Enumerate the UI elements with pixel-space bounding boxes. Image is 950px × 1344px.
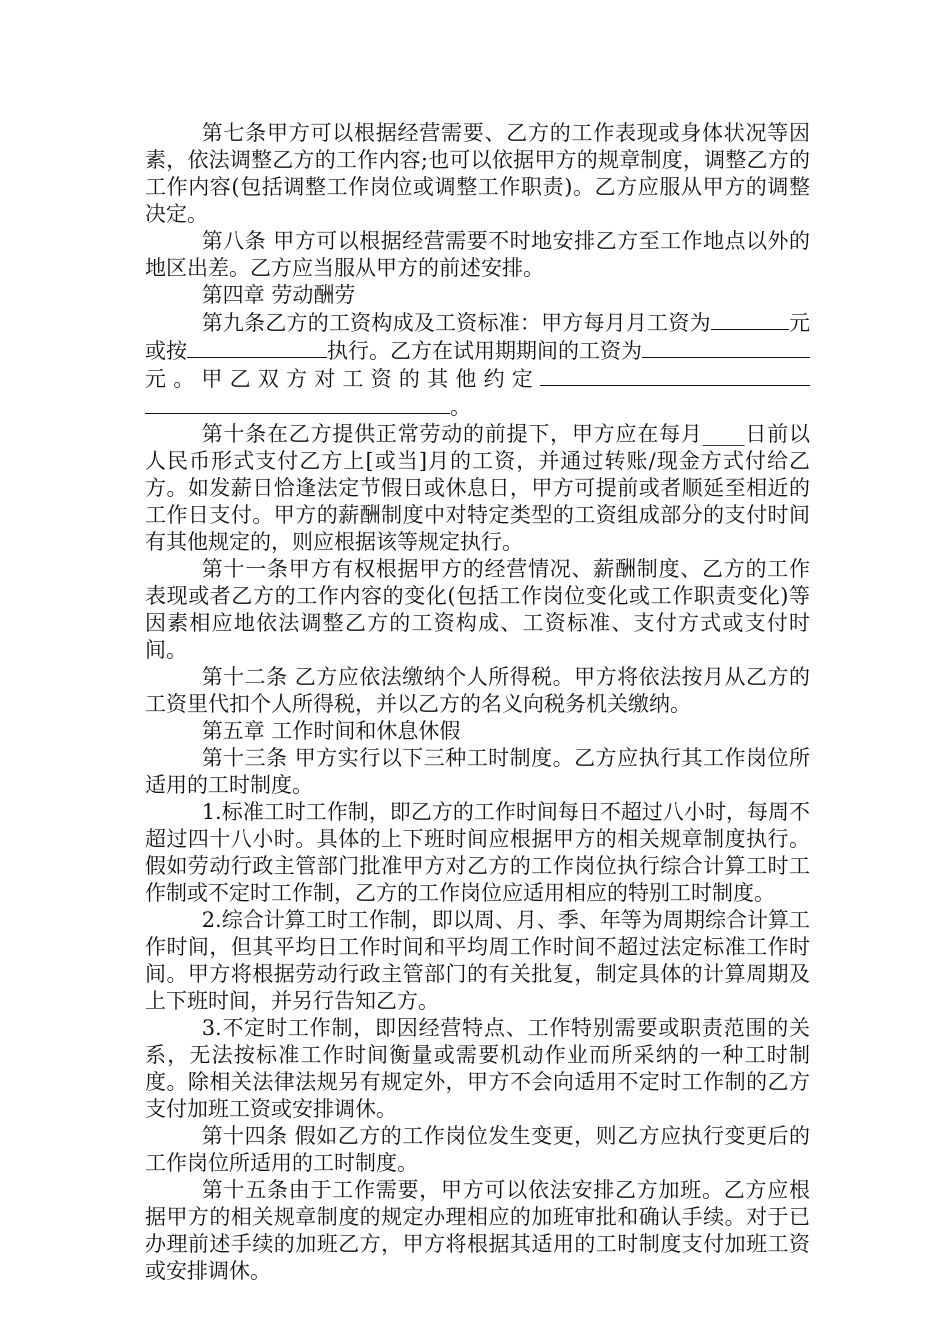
clause-13-item-1: 1.标准工时工作制，即乙方的工作时间每日不超过八小时，每周不超过四十八小时。具体的上下班时间应根据甲方的相关规章制度执行。假如劳动行政主管部门批准甲方对乙方的工作岗位执行综合计算工时工作制或不定时工作制，乙方的工作岗位应适用相应的特别工时制度。 xyxy=(145,800,810,905)
clause-13-item-3: 3.不定时工作制，即因经营特点、工作特别需要或职责范围的关系，无法按标准工作时间衡量或需要机动作业而所采纳的一种工时制度。除相关法律法规另有规定外，甲方不会向适用不定时工作制的乙方支付加班工资或安排调休。 xyxy=(145,1016,810,1121)
monthly-wage-blank-cont xyxy=(767,309,789,330)
clause-11: 第十一条甲方有权根据甲方的经营情况、薪酬制度、乙方的工作表现或者乙方的工作内容的变化(包括工作岗位变化或工作职责变化)等因素相应地依法调整乙方的工资构成、工资标准、支付方式或支付时间。 xyxy=(145,557,810,662)
clause-8: 第八条 甲方可以根据经营需要不时地安排乙方至工作地点以外的地区出差。乙方应当服从甲方的前述安排。 xyxy=(145,229,810,280)
clause-7: 第七条甲方可以根据经营需要、乙方的工作表现或身体状况等因素，依法调整乙方的工作内容;也可以依据甲方的规章制度，调整乙方的工作内容(包括调整工作岗位或调整工作职责)。乙方应服从甲方的调整决定。 xyxy=(145,121,810,226)
monthly-wage-blank xyxy=(711,309,767,330)
clause-9-text-3: 执行。乙方在试用期期间的工资为 xyxy=(327,339,642,363)
chapter-5-heading: 第五章 工作时间和休息休假 xyxy=(201,719,461,743)
probation-wage-blank-cont xyxy=(732,337,810,358)
other-wage-terms-blank xyxy=(540,365,810,386)
clause-9-text-1: 第九条乙方的工资构成及工资标准：甲方每月月工资为 xyxy=(201,311,711,335)
other-wage-terms-blank-cont xyxy=(145,393,450,414)
probation-wage-blank xyxy=(642,337,732,358)
clause-13-item-2: 2.综合计算工时工作制，即以周、月、季、年等为周期综合计算工作时间，但其平均日工作时间和平均周工作时间不超过法定标准工作时间。甲方将根据劳动行政主管部门的有关批复，制定具体的计算周期及上下班时间，并另行告知乙方。 xyxy=(145,908,810,1013)
clause-9-text-2: 元或按 xyxy=(145,311,811,363)
clause-14: 第十四条 假如乙方的工作岗位发生变更，则乙方应执行变更后的工作岗位所适用的工时制度。 xyxy=(145,1124,810,1175)
clause-10: 第十条在乙方提供正常劳动的前提下，甲方应在每月____日前以人民币形式支付乙方上[或当]月的工资，并通过转账/现金方式付给乙方。如发薪日恰逢法定节假日或休息日，甲方可提前或者顺延至相近的工作日支付。甲方的薪酬制度中对特定类型的工资组成部分的支付时间有其他规定的，则应根据该等规定执行。 xyxy=(145,422,810,554)
clause-12: 第十二条 乙方应依法缴纳个人所得税。甲方将依法按月从乙方的工资里代扣个人所得税，并以乙方的名义向税务机关缴纳。 xyxy=(145,665,810,716)
clause-9-text-5: 。 xyxy=(450,395,471,419)
document-page xyxy=(145,120,810,1285)
chapter-4-heading: 第四章 劳动酬劳 xyxy=(201,283,356,307)
clause-15: 第十五条由于工作需要，甲方可以依法安排乙方加班。乙方应根据甲方的相关规章制度的规定办理相应的加班审批和确认手续。对于已办理前述手续的加班乙方，甲方将根据其适用的工时制度支付加班工资或安排调休。 xyxy=(145,1178,810,1283)
clause-9-text-4: 元。甲乙双方对工资的其他约定 xyxy=(145,367,540,391)
wage-basis-blank xyxy=(187,337,327,358)
clause-13: 第十三条 甲方实行以下三种工时制度。乙方应执行其工作岗位所适用的工时制度。 xyxy=(145,746,810,797)
clause-9 xyxy=(145,309,810,421)
